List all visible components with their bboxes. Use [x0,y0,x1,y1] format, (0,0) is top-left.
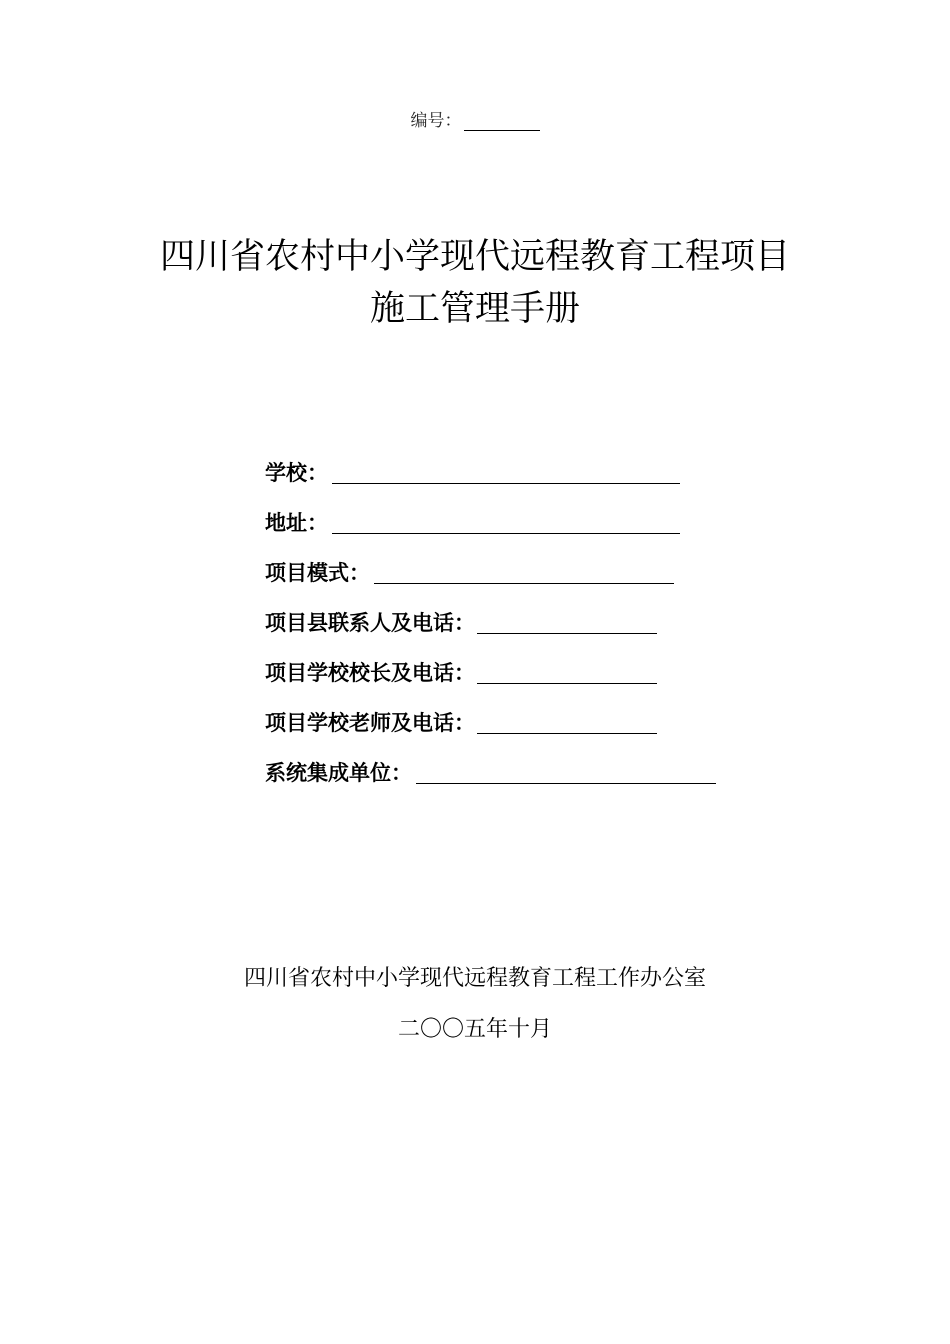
document-title-line-1: 四川省农村中小学现代远程教育工程项目 [159,237,790,277]
project-mode-field[interactable] [374,561,674,584]
form-row-address [265,488,716,538]
county-contact-field[interactable] [477,611,657,634]
form-row-school [265,438,716,488]
teacher-contact-field[interactable] [477,711,657,734]
project-mode-label: 项目模式： [265,560,370,585]
serial-number [0,106,950,131]
integrator-label: 系统集成单位： [265,760,412,785]
serial-number-label: 编号： [410,111,462,131]
document-title-line-2: 施工管理手册 [369,289,580,329]
issue-date: 二〇〇五年十月 [397,1017,552,1042]
school-label: 学校： [265,460,328,485]
principal-contact-label: 项目学校校长及电话： [265,660,475,685]
form-row-teacher-contact [265,688,716,738]
issuing-organization: 四川省农村中小学现代远程教育工程工作办公室 [243,966,706,991]
integrator-field[interactable] [416,761,716,784]
school-field[interactable] [332,461,680,484]
teacher-contact-label: 项目学校老师及电话： [265,710,475,735]
form-row-integrator [265,738,716,788]
form-row-project-mode [265,538,716,588]
form-row-county-contact [265,588,716,638]
form-row-principal-contact [265,638,716,688]
address-field[interactable] [332,511,680,534]
address-label: 地址： [265,510,328,535]
county-contact-label: 项目县联系人及电话： [265,610,475,635]
serial-number-blank[interactable] [464,111,540,131]
info-form [265,438,716,788]
principal-contact-field[interactable] [477,661,657,684]
